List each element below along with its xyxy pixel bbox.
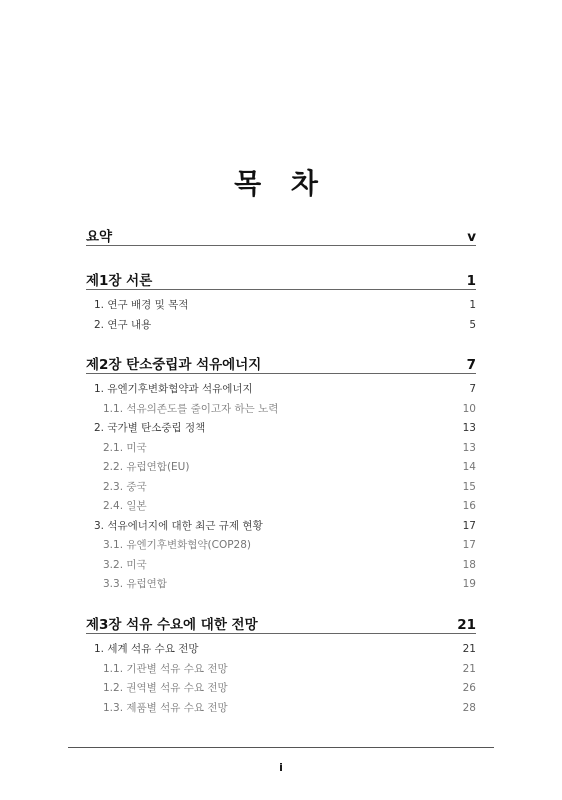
subsection-label: 2.1. 미국 <box>103 441 147 454</box>
subsection-label: 1.1. 석유의존도를 줄이고자 하는 노력 <box>103 402 279 415</box>
subsection-label: 1.2. 권역별 석유 수요 전망 <box>103 682 228 694</box>
toc-subsection-item[interactable] <box>86 497 476 517</box>
toc-summary-label: 요약 <box>86 229 113 245</box>
toc-subsection-item[interactable] <box>86 699 476 719</box>
page-title: 목 차 <box>234 167 328 200</box>
toc-subsection-item[interactable] <box>86 660 476 680</box>
subsection-page: 13 <box>462 441 476 454</box>
section-page: 7 <box>469 383 476 395</box>
subsection-label: 2.3. 중국 <box>103 480 147 493</box>
section-page: 5 <box>469 318 476 331</box>
subsection-page: 10 <box>462 402 476 415</box>
subsection-label: 1.1. 기관별 석유 수요 전망 <box>103 662 228 675</box>
chapter-page: 1 <box>466 273 476 289</box>
section-page: 13 <box>462 422 476 434</box>
subsection-page: 21 <box>462 662 476 675</box>
section-page: 1 <box>469 299 476 311</box>
toc-subsection-item[interactable] <box>86 679 476 699</box>
subsection-page: 17 <box>462 539 476 551</box>
subsection-page: 15 <box>462 480 476 493</box>
subsection-label: 3.2. 미국 <box>103 558 147 571</box>
section-page: 17 <box>462 519 476 532</box>
toc-summary-page: v <box>467 229 476 245</box>
toc-subsection-item[interactable] <box>86 556 476 576</box>
subsection-page: 18 <box>462 558 476 571</box>
subsection-label: 2.2. 유럽연합(EU) <box>103 461 190 473</box>
toc-section-item[interactable] <box>86 380 476 400</box>
toc-section-item[interactable] <box>86 296 476 316</box>
section-label: 2. 연구 내용 <box>94 318 152 331</box>
subsection-page: 19 <box>462 578 476 590</box>
toc-subsection-item[interactable] <box>86 458 476 478</box>
toc-chapter-heading[interactable] <box>86 610 476 634</box>
toc-section-item[interactable] <box>86 640 476 660</box>
chapter-label: 제3장 석유 수요에 대한 전망 <box>86 617 258 633</box>
subsection-label: 1.3. 제품별 석유 수요 전망 <box>103 701 228 714</box>
toc-subsection-item[interactable] <box>86 400 476 420</box>
toc-chapter-2 <box>86 350 476 595</box>
subsection-page: 26 <box>462 682 476 694</box>
section-label: 1. 연구 배경 및 목적 <box>94 299 189 311</box>
chapter-page: 21 <box>457 617 476 633</box>
toc-subsection-item[interactable] <box>86 478 476 498</box>
toc-chapter-heading[interactable] <box>86 266 476 290</box>
subsection-page: 28 <box>462 701 476 714</box>
subsection-label: 3.3. 유럽연합 <box>103 578 167 590</box>
toc-subsection-item[interactable] <box>86 536 476 556</box>
toc-section-item[interactable] <box>86 517 476 537</box>
section-label: 3. 석유에너지에 대한 최근 규제 현황 <box>94 519 263 532</box>
subsection-label: 3.1. 유엔기후변화협약(COP28) <box>103 539 251 551</box>
subsection-page: 14 <box>462 461 476 473</box>
section-page: 21 <box>462 643 476 655</box>
page-number: i <box>279 761 283 774</box>
toc-section-item[interactable] <box>86 419 476 439</box>
toc-chapter-heading[interactable] <box>86 350 476 374</box>
section-label: 2. 국가별 탄소중립 정책 <box>94 422 206 434</box>
chapter-page: 7 <box>466 357 476 373</box>
toc-summary[interactable] <box>86 222 476 246</box>
toc-chapter-3 <box>86 610 476 718</box>
subsection-label: 2.4. 일본 <box>103 500 147 512</box>
chapter-label: 제1장 서론 <box>86 273 153 289</box>
chapter-label: 제2장 탄소중립과 석유에너지 <box>86 357 262 373</box>
toc-subsection-item[interactable] <box>86 575 476 595</box>
subsection-page: 16 <box>462 500 476 512</box>
toc-chapter-1 <box>86 266 476 335</box>
toc-section-item[interactable] <box>86 316 476 336</box>
toc-subsection-item[interactable] <box>86 439 476 459</box>
footer-divider <box>68 747 494 748</box>
section-label: 1. 유엔기후변화협약과 석유에너지 <box>94 383 253 395</box>
section-label: 1. 세계 석유 수요 전망 <box>94 643 199 655</box>
